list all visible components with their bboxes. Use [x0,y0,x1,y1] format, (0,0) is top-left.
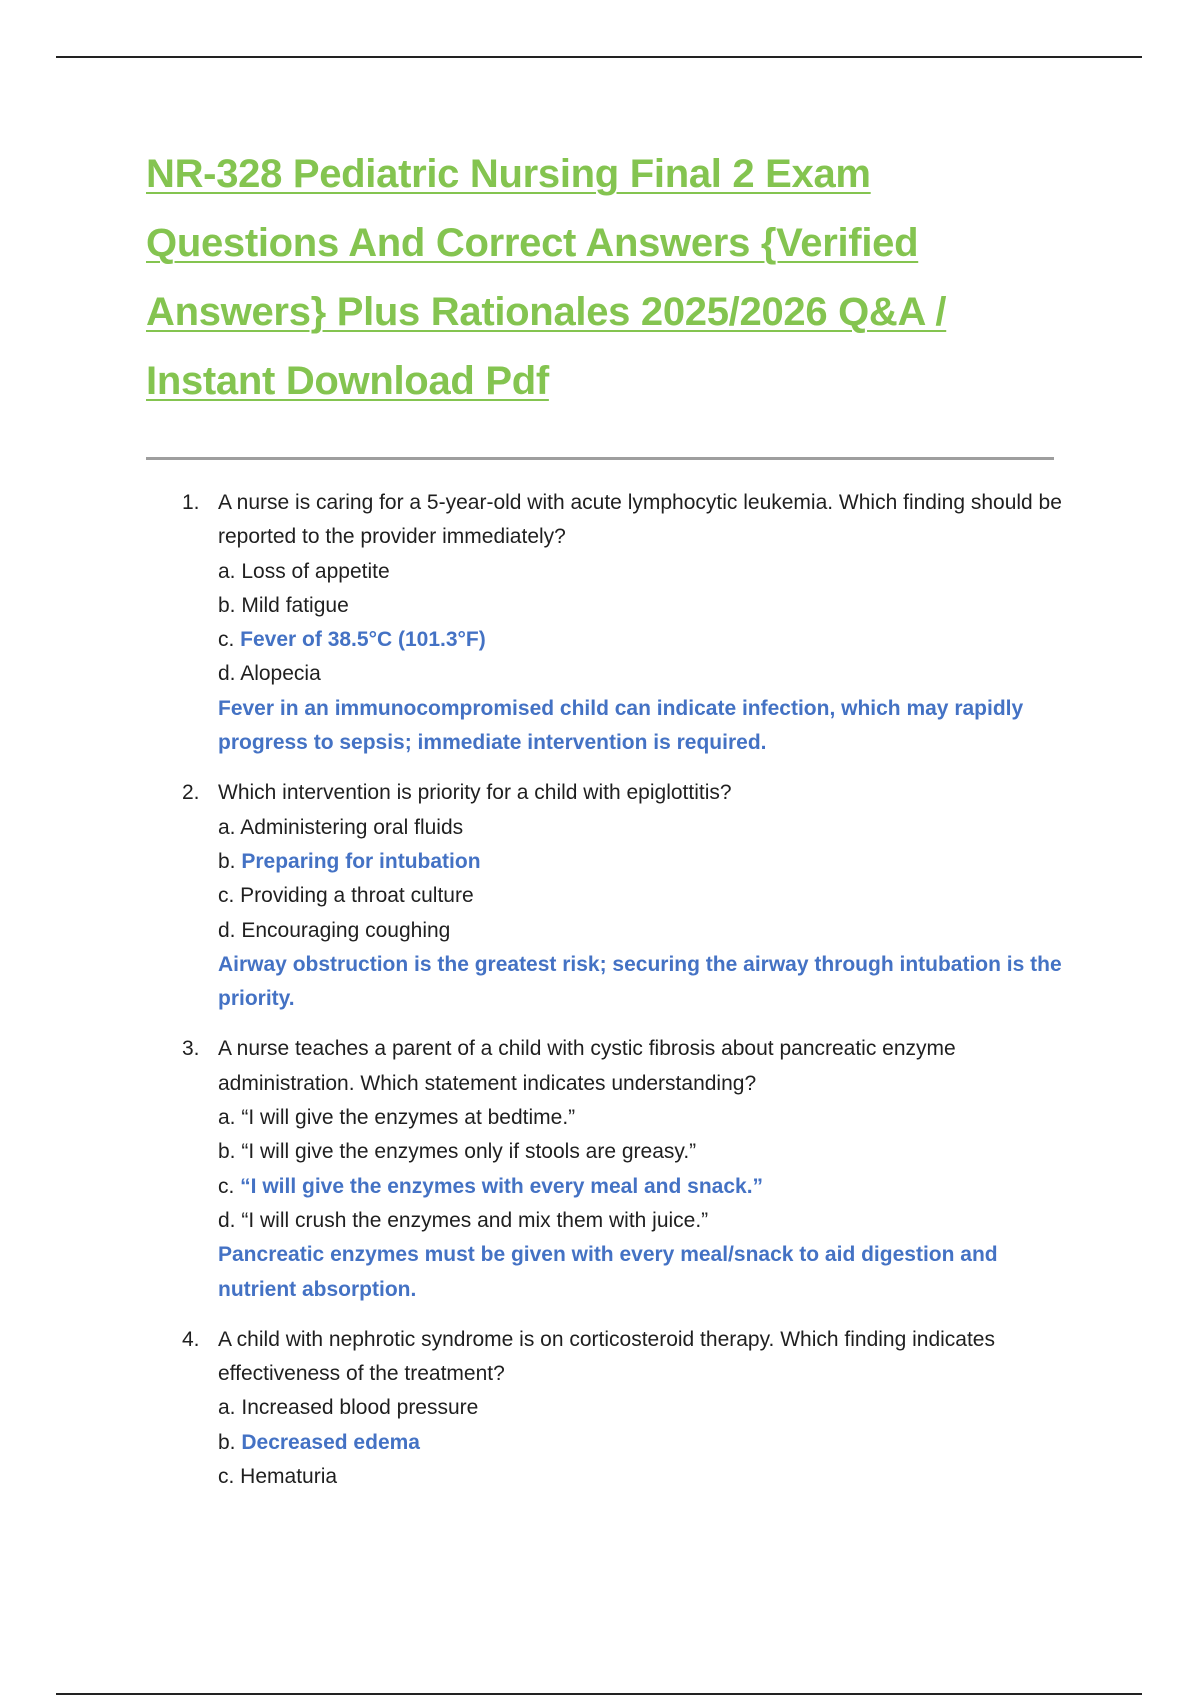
option-letter: b. [218,1140,242,1164]
answer-option [218,555,1066,589]
answer-option [218,914,1066,948]
question-number: 4. [182,1327,200,1351]
title-line-3: Answers} Plus Rationales 2025/2026 Q&A / [146,290,947,334]
page-top-rule [56,56,1142,58]
answer-option [218,1135,1066,1169]
title-line-2: Questions And Correct Answers {Verified [146,221,919,265]
question-stem: A nurse is caring for a 5-year-old with acute lymphocytic leukemia. Which finding should be reported to the provider immediately? [218,491,1062,549]
option-text: Decreased edema [241,1430,420,1454]
option-letter: c. [218,1465,241,1489]
answer-option [218,657,1066,691]
question-item [146,1323,1066,1494]
option-letter: a. [218,1106,242,1130]
answer-rationale: Fever in an immunocompromised child can indicate infection, which may rapidly progress to sepsis; immediate intervention is required. [218,696,1024,755]
question-number: 3. [182,1037,200,1061]
answer-rationale: Airway obstruction is the greatest risk; securing the airway through intubation is the priority. [218,952,1062,1011]
option-letter: c. [218,884,241,908]
option-text: Mild fatigue [241,593,349,617]
option-letter: b. [218,593,242,617]
question-item [146,1032,1066,1306]
option-letter: c. [218,1174,241,1198]
correct-answer-option [218,623,1066,657]
correct-answer-option [218,1426,1066,1460]
question-number: 2. [182,781,200,805]
question-stem: Which intervention is priority for a child with epiglottitis? [218,781,732,805]
option-letter: a. [218,559,242,583]
question-item [146,486,1066,760]
answer-rationale: Pancreatic enzymes must be given with every meal/snack to aid digestion and nutrient absorption. [218,1243,998,1301]
option-text: Loss of appetite [241,559,390,583]
answer-option [218,1391,1066,1425]
option-letter: c. [218,628,241,652]
option-text: “I will give the enzymes with every meal and snack.” [240,1174,764,1198]
correct-answer-option [218,845,1066,879]
option-text: Providing a throat culture [240,884,474,908]
document-title [146,140,1076,416]
answer-option [218,1204,1066,1238]
option-letter: d. [218,918,242,942]
question-number: 1. [182,491,200,514]
question-stem: A child with nephrotic syndrome is on corticosteroid therapy. Which finding indicates effectiveness of the treatment? [218,1327,995,1386]
correct-answer-option [218,1170,1066,1204]
option-text: Increased blood pressure [241,1396,479,1420]
answer-option [218,1460,1066,1494]
option-text: Preparing for intubation [241,849,481,873]
page-bottom-rule [56,1693,1142,1695]
option-letter: a. [218,1396,242,1420]
option-text: “I will give the enzymes only if stools are greasy.” [241,1140,697,1164]
option-text: “I will give the enzymes at bedtime.” [241,1106,576,1130]
option-letter: d. [218,1208,242,1232]
answer-option [218,879,1066,913]
question-item [146,776,1066,1016]
option-letter: b. [218,849,242,873]
option-text: Administering oral fluids [240,815,464,839]
title-divider [146,457,1054,460]
option-text: Fever of 38.5°C (101.3°F) [240,628,486,652]
answer-option [218,811,1066,845]
option-letter: d. [218,662,241,686]
option-text: Hematuria [240,1465,338,1489]
question-stem: A nurse teaches a parent of a child with cystic fibrosis about pancreatic enzyme administration. Which statement indicates understanding? [218,1037,956,1095]
answer-option [218,589,1066,623]
option-text: “I will crush the enzymes and mix them with juice.” [241,1208,709,1232]
title-line-1: NR-328 Pediatric Nursing Final 2 Exam [146,152,871,196]
answer-option [218,1101,1066,1135]
option-letter: a. [218,815,241,839]
question-list [146,486,1066,1510]
option-letter: b. [218,1430,242,1454]
title-line-4: Instant Download Pdf [146,359,549,403]
option-text: Encouraging coughing [241,918,451,942]
option-text: Alopecia [240,662,321,686]
